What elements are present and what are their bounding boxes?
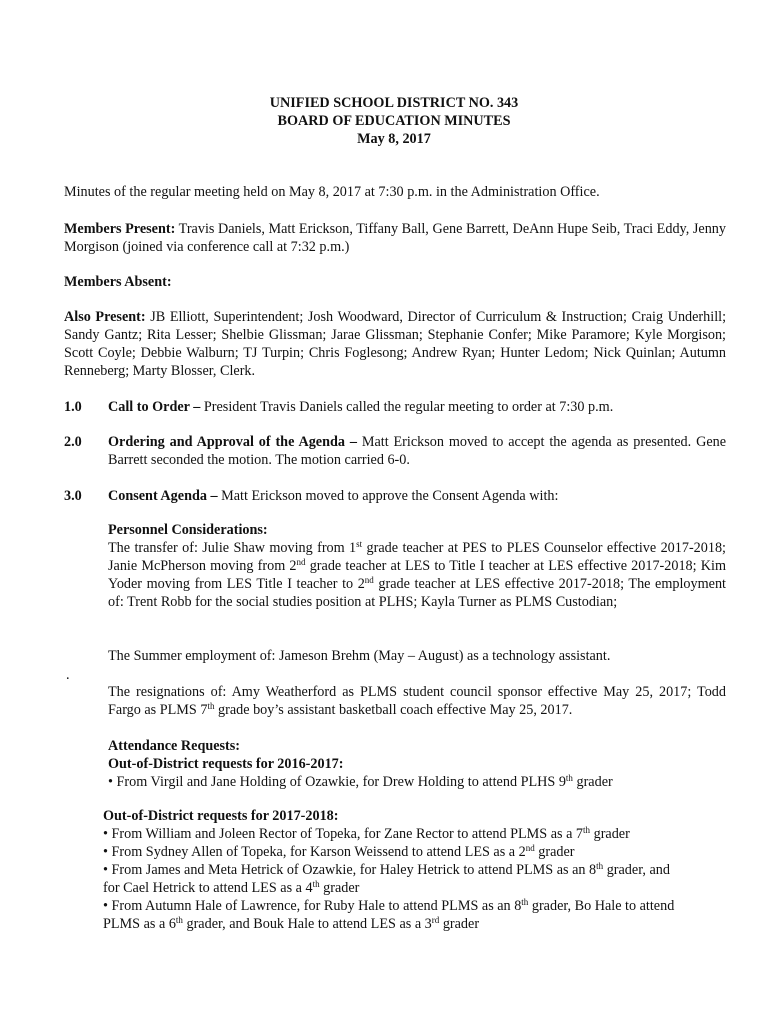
attendance-request-item xyxy=(103,825,630,843)
attendance-heading-text: Attendance Requests: xyxy=(108,738,241,754)
minutes-title: BOARD OF EDUCATION MINUTES xyxy=(277,113,511,129)
text-run: The transfer of: Julie Shaw moving from 1 xyxy=(108,540,357,556)
agenda-item-consent-agenda xyxy=(108,487,726,505)
text-run: • From James and Meta Hetrick of Ozawkie, for Haley Hetrick to attend PLMS as an 8 xyxy=(103,862,597,878)
intro-paragraph: Minutes of the regular meeting held on May 8, 2017 at 7:30 p.m. in the Administration Office. xyxy=(64,184,600,200)
personnel-section xyxy=(108,521,726,539)
resignations-paragraph xyxy=(108,683,726,719)
item-text: Matt Erickson moved to accept the agenda as presented. Gene Barrett seconded the motion. The motion carried 6-0. xyxy=(108,434,727,468)
out-of-district-2016-heading xyxy=(108,755,726,773)
members-present-text: Travis Daniels, Matt Erickson, Tiffany Ball, Gene Barrett, DeAnn Hupe Seib, Traci Eddy, Jenny Morgison (joined via conference call at 7:32 p.m.) xyxy=(64,221,726,255)
text-run: • From Autumn Hale of Lawrence, for Ruby Hale to attend PLMS as an 8 xyxy=(103,898,522,914)
item-number: 2.0 xyxy=(64,434,82,450)
attendance-request-item-continued xyxy=(103,915,479,933)
attendance-request-item xyxy=(103,897,674,915)
agenda-item-ordering-approval xyxy=(108,433,726,469)
personnel-transfers-paragraph xyxy=(108,539,726,611)
text-run: • From William and Joleen Rector of Topeka, for Zane Rector to attend PLMS as a 7 xyxy=(103,826,584,842)
text-run: • From Sydney Allen of Topeka, for Karson Weissend to attend LES as a 2 xyxy=(103,844,526,860)
ordinal-sup: th xyxy=(175,915,183,925)
district-heading: UNIFIED SCHOOL DISTRICT NO. 343 xyxy=(269,95,519,111)
ordinal-sup: st xyxy=(356,539,363,549)
attendance-request-item xyxy=(108,773,613,791)
ordinal-sup: rd xyxy=(431,915,440,925)
text-run: grader, and xyxy=(603,862,670,878)
subheading-text: Out-of-District requests for 2017-2018: xyxy=(103,808,339,824)
text-run: grade teacher at LES to Title I teacher at LES effective 2017-2018; Kim Yoder moving from LES Title I teacher to 2 xyxy=(108,558,726,592)
ordinal-sup: th xyxy=(583,825,591,835)
ordinal-sup: nd xyxy=(525,843,535,853)
item-text: Matt Erickson moved to approve the Consent Agenda with: xyxy=(221,488,559,504)
text-run: grader xyxy=(439,916,480,932)
text-run: grade teacher at LES effective 2017-2018; The employment of: Trent Robb for the social studies position at PLHS; Kayla Turner as PLMS Custodian; xyxy=(108,576,726,610)
also-present-text: JB Elliott, Superintendent; Josh Woodward, Director of Curriculum & Instruction; Craig Underhill; Sandy Gantz; Rita Lesser; Shelbie Glissman; Jarae Glissman; Stephanie Confer; Mike Paramore; Kyle Morgison; Scott Coyle; Debbie Walburn; TJ Turpin; Chris Foglesong; Andrew Ryan; Hunter Ledom; Nick Quinlan; Autumn Renneberg; Marty Blosser, Clerk. xyxy=(64,309,727,379)
ordinal-sup: th xyxy=(312,879,320,889)
text-run: grade boy’s assistant basketball coach effective May 25, 2017. xyxy=(214,702,573,718)
text-run: grade teacher at PES to PLES Counselor effective 2017-2018; Janie McPherson moving from 2 xyxy=(108,540,726,574)
ordinal-sup: nd xyxy=(364,575,374,585)
ordinal-sup: th xyxy=(596,861,604,871)
text-run: grader xyxy=(572,774,613,790)
members-present xyxy=(64,220,726,256)
subheading-text: Out-of-District requests for 2016-2017: xyxy=(108,756,344,772)
text-run: grader, Bo Hale to attend xyxy=(528,898,675,914)
attendance-request-item-continued xyxy=(103,879,359,897)
text-run: The resignations of: Amy Weatherford as PLMS student council sponsor effective May 25, 2017; Todd Fargo as PLMS 7 xyxy=(108,684,726,718)
ordinal-sup: nd xyxy=(296,557,306,567)
text-run: • From Virgil and Jane Holding of Ozawkie, for Drew Holding to attend PLHS 9 xyxy=(108,774,566,790)
out-of-district-2017-heading xyxy=(103,807,339,825)
also-present xyxy=(64,308,726,380)
members-absent xyxy=(64,273,726,291)
attendance-heading xyxy=(108,737,726,755)
item-title: Ordering and Approval of the Agenda – xyxy=(108,434,357,450)
text-run: grader xyxy=(534,844,575,860)
ordinal-sup: th xyxy=(565,773,573,783)
agenda-item-call-to-order xyxy=(108,398,726,416)
ordinal-sup: th xyxy=(207,701,215,711)
item-title: Call to Order – xyxy=(108,399,201,415)
text-run: for Cael Hetrick to attend LES as a 4 xyxy=(103,880,313,896)
text-run: grader xyxy=(319,880,360,896)
item-number: 3.0 xyxy=(64,488,82,504)
item-number: 1.0 xyxy=(64,399,82,415)
summer-employment-paragraph: The Summer employment of: Jameson Brehm (May – August) as a technology assistant. xyxy=(108,648,611,664)
members-absent-label: Members Absent: xyxy=(64,274,172,290)
members-present-label: Members Present: xyxy=(64,221,176,237)
text-run: grader, and Bouk Hale to attend LES as a 3 xyxy=(182,916,432,932)
ordinal-sup: th xyxy=(521,897,529,907)
meeting-date: May 8, 2017 xyxy=(357,131,431,147)
text-run: PLMS as a 6 xyxy=(103,916,176,932)
personnel-heading: Personnel Considerations: xyxy=(108,522,268,538)
item-text: President Travis Daniels called the regular meeting to order at 7:30 p.m. xyxy=(203,399,614,415)
attendance-request-item xyxy=(103,843,575,861)
also-present-label: Also Present: xyxy=(64,309,146,325)
stray-mark: . xyxy=(66,667,70,683)
attendance-request-item xyxy=(103,861,670,879)
text-run: grader xyxy=(590,826,630,842)
item-title: Consent Agenda – xyxy=(108,488,218,504)
